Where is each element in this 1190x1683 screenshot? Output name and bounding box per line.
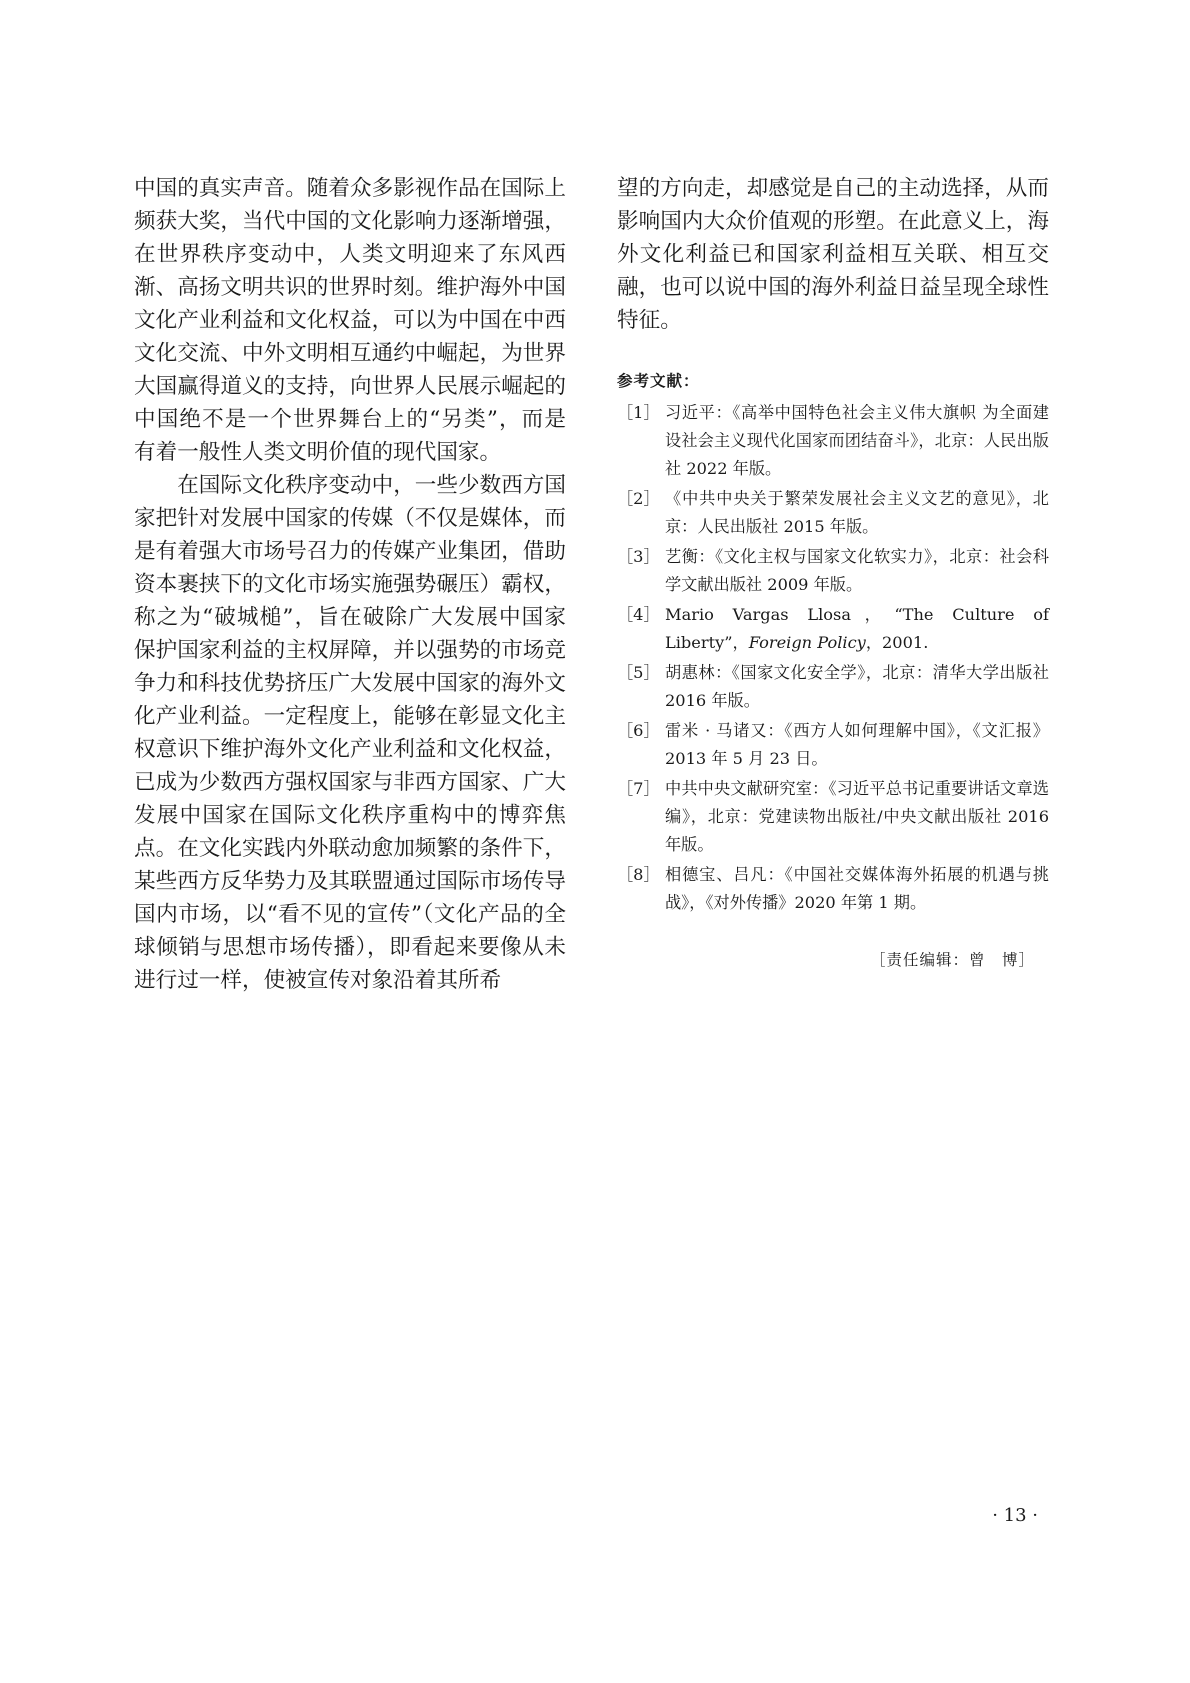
references-title: 参考文献：	[617, 372, 700, 390]
page-number: · 13 ·	[992, 1505, 1038, 1526]
reference-item	[617, 659, 1049, 715]
reference-item	[617, 543, 1049, 599]
body-paragraph-1: 中国的真实声音。随着众多影视作品在国际上频获大奖，当代中国的文化影响力逐渐增强，在世界秩序变动中，人类文明迎来了东风西渐、高扬文明共识的世界时刻。维护海外中国文化产业利益和文化权益，可以为中国在中西文化交流、中外文明相互通约中崛起，为世界大国赢得道义的支持，向世界人民展示崛起的中国绝不是一个世界舞台上的“另类”，而是有着一般性人类文明价值的现代国家。	[134, 176, 566, 465]
reference-text: 《中共中央关于繁荣发展社会主义文艺的意见》，北京：人民出版社 2015 年版。	[665, 489, 1049, 536]
reference-text-tail: ，2001.	[865, 633, 929, 652]
reference-number: ［1］	[617, 403, 660, 422]
reference-number: ［2］	[617, 489, 660, 508]
reference-item	[617, 399, 1049, 483]
reference-text: 雷米 · 马诸又：《西方人如何理解中国》，《文汇报》2013 年 5 月 23 日。	[665, 721, 1049, 768]
reference-text: 中共中央文献研究室：《习近平总书记重要讲话文章选编》，北京：党建读物出版社/中央文献出版社 2016 年版。	[665, 779, 1049, 854]
reference-text	[665, 601, 1049, 657]
reference-item	[617, 775, 1049, 859]
reference-text: 艺衡：《文化主权与国家文化软实力》，北京：社会科学文献出版社 2009 年版。	[665, 547, 1049, 594]
reference-text-main: Mario Vargas Llosa，“The Culture of Liberty”，	[665, 605, 1049, 652]
reference-number: ［3］	[617, 547, 660, 566]
reference-number: ［5］	[617, 663, 660, 682]
reference-number: ［7］	[617, 779, 660, 798]
responsible-editor: ［责任编辑：曾 博］	[869, 951, 1035, 969]
body-paragraph-2: 在国际文化秩序变动中，一些少数西方国家把针对发展中国家的传媒（不仅是媒体，而是有着强大市场号召力的传媒产业集团，借助资本裹挟下的文化市场实施强势碾压）霸权，称之为“破城槌”，旨在破除广大发展中国家保护国家利益的主权屏障，并以强势的市场竞争力和科技优势挤压广大发展中国家的海外文化产业利益。一定程度上，能够在彰显文化主权意识下维护海外文化产业利益和文化权益，已成为少数西方强权国家与非西方国家、广大发展中国家在国际文化秩序重构中的博弈焦点。在文化实践内外联动愈加频繁的条件下，某些西方反华势力及其联盟通过国际市场传导国内市场，以“看不见的宣传”（文化产品的全球倾销与思想市场传播），即看起来要像从未进行过一样，使被宣传对象沿着其所希	[134, 473, 566, 993]
reference-item	[617, 601, 1049, 657]
reference-number: ［4］	[617, 605, 660, 624]
reference-text: 习近平：《高举中国特色社会主义伟大旗帜 为全面建设社会主义现代化国家而团结奋斗》，北京：人民出版社 2022 年版。	[665, 403, 1049, 478]
left-column	[134, 172, 566, 997]
references-list	[617, 399, 1049, 917]
reference-number: ［6］	[617, 721, 660, 740]
right-column	[617, 172, 1049, 919]
reference-number: ［8］	[617, 865, 660, 884]
body-paragraph-3: 望的方向走，却感觉是自己的主动选择，从而影响国内大众价值观的形塑。在此意义上，海外文化利益已和国家利益相互关联、相互交融，也可以说中国的海外利益日益呈现全球性特征。	[617, 176, 1049, 333]
reference-item	[617, 717, 1049, 773]
reference-item	[617, 485, 1049, 541]
reference-text: 相德宝、吕凡：《中国社交媒体海外拓展的机遇与挑战》，《对外传播》2020 年第 1 期。	[665, 865, 1049, 912]
reference-item	[617, 861, 1049, 917]
journal-title: Foreign Policy	[748, 633, 866, 652]
reference-text: 胡惠林：《国家文化安全学》，北京：清华大学出版社 2016 年版。	[665, 663, 1049, 710]
